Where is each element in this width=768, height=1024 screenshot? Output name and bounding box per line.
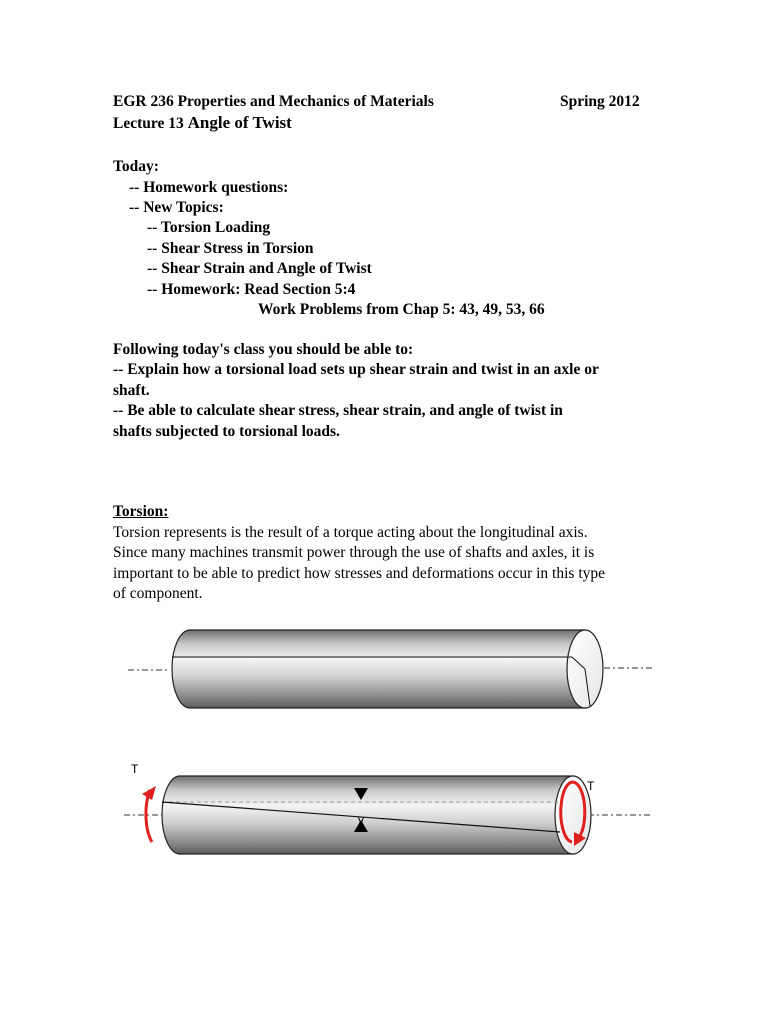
torsion-heading: Torsion: xyxy=(113,503,169,520)
torsion-paragraph-line: Torsion represents is the result of a torque acting about the longitudinal axis. xyxy=(113,524,588,541)
objectives-heading: Following today's class you should be able to: xyxy=(113,341,414,358)
shear-angle-label: γ xyxy=(358,813,364,827)
torsion-paragraph-line: of component. xyxy=(113,585,203,602)
unloaded-shaft xyxy=(128,630,652,708)
topic-item: -- Shear Strain and Angle of Twist xyxy=(147,260,372,277)
arrowhead-icon xyxy=(142,786,156,800)
torque-label-left: T xyxy=(131,762,139,776)
objective-line: shaft. xyxy=(113,382,150,399)
term-label: Spring 2012 xyxy=(560,93,640,110)
today-heading: Today: xyxy=(113,158,159,175)
shaft-body xyxy=(162,776,573,854)
today-item: -- New Topics: xyxy=(129,199,224,216)
course-title: EGR 236 Properties and Mechanics of Materials xyxy=(113,93,434,110)
lecture-topic: Angle of Twist xyxy=(187,113,292,132)
topic-item: -- Homework: Read Section 5:4 xyxy=(147,281,356,298)
topic-item: -- Torsion Loading xyxy=(147,219,271,236)
torsion-paragraph-line: Since many machines transmit power through the use of shafts and axles, it is xyxy=(113,544,595,561)
lecture-number: Lecture 13 xyxy=(113,115,184,132)
twisted-shaft xyxy=(124,762,650,854)
torque-label-right: T xyxy=(587,779,595,793)
torsion-paragraph-line: important to be able to predict how stresses and deformations occur in this type xyxy=(113,565,606,582)
shaft-body xyxy=(172,630,585,708)
work-problems: Work Problems from Chap 5: 43, 49, 53, 66 xyxy=(258,301,545,318)
objective-line: shafts subjected to torsional loads. xyxy=(113,423,340,440)
today-item: -- Homework questions: xyxy=(129,179,289,196)
objective-line: -- Explain how a torsional load sets up shear strain and twist in an axle or xyxy=(113,361,599,378)
topic-item: -- Shear Stress in Torsion xyxy=(147,240,314,257)
objective-line: -- Be able to calculate shear stress, shear strain, and angle of twist in xyxy=(113,402,563,419)
